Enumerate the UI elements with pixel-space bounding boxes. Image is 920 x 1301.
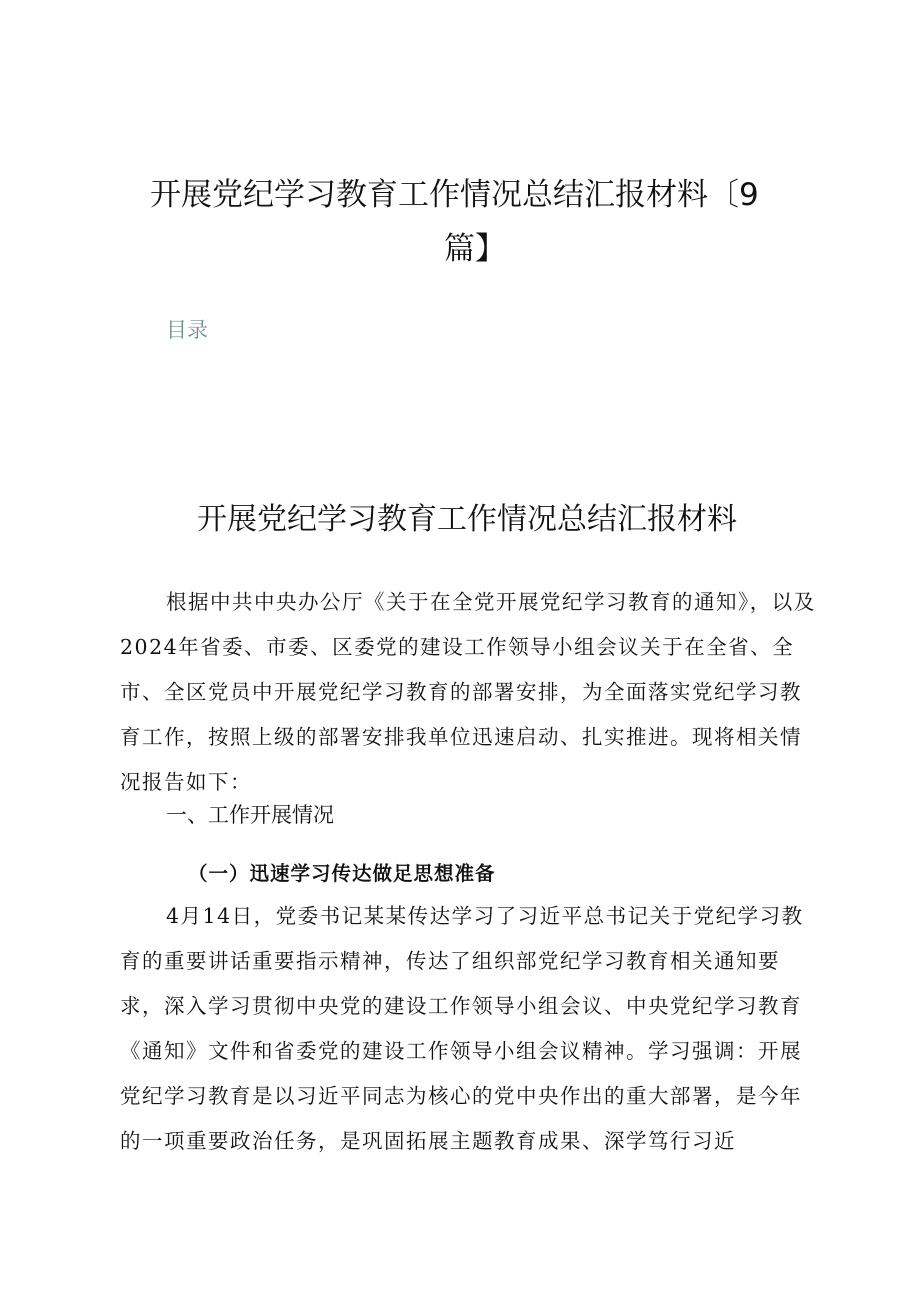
document-title: [150, 168, 800, 276]
toc-label[interactable]: 目录: [166, 318, 208, 342]
heading-level-1: 一、工作开展情况: [166, 803, 334, 827]
heading-level-2: （一）迅速学习传达做足思想准备: [188, 862, 496, 885]
body-paragraph-intro: 根据中共中央办公厅《关于在全党开展党纪学习教育的通知》，以及2024年省委、市委、区委党的建设工作领导小组会议关于在全省、全市、全区党员中开展党纪学习教育的部署安排，为全面落实党纪学习教育工作，按照上级的部署安排我单位迅速启动、扎实推进。现将相关情况报告如下：: [120, 590, 816, 794]
section-title: 开展党纪学习教育工作情况总结汇报材料: [197, 502, 737, 537]
body-paragraph-detail: 4月14日，党委书记某某传达学习了习近平总书记关于党纪学习教育的重要讲话重要指示精神，传达了组织部党纪学习教育相关通知要求，深入学习贯彻中央党的建设工作领导小组会议、中央党纪学习教育《通知》文件和省委党的建设工作领导小组会议精神。学习强调：开展党纪学习教育是以习近平同志为核心的党中央作出的重大部署，是今年的一项重要政治任务，是巩固拓展主题教育成果、深学笃行习近: [120, 904, 804, 1153]
document-title-line2: 篇】: [444, 231, 506, 267]
document-title-line1: 开展党纪学习教育工作情况总结汇报材料〔9: [150, 177, 759, 213]
